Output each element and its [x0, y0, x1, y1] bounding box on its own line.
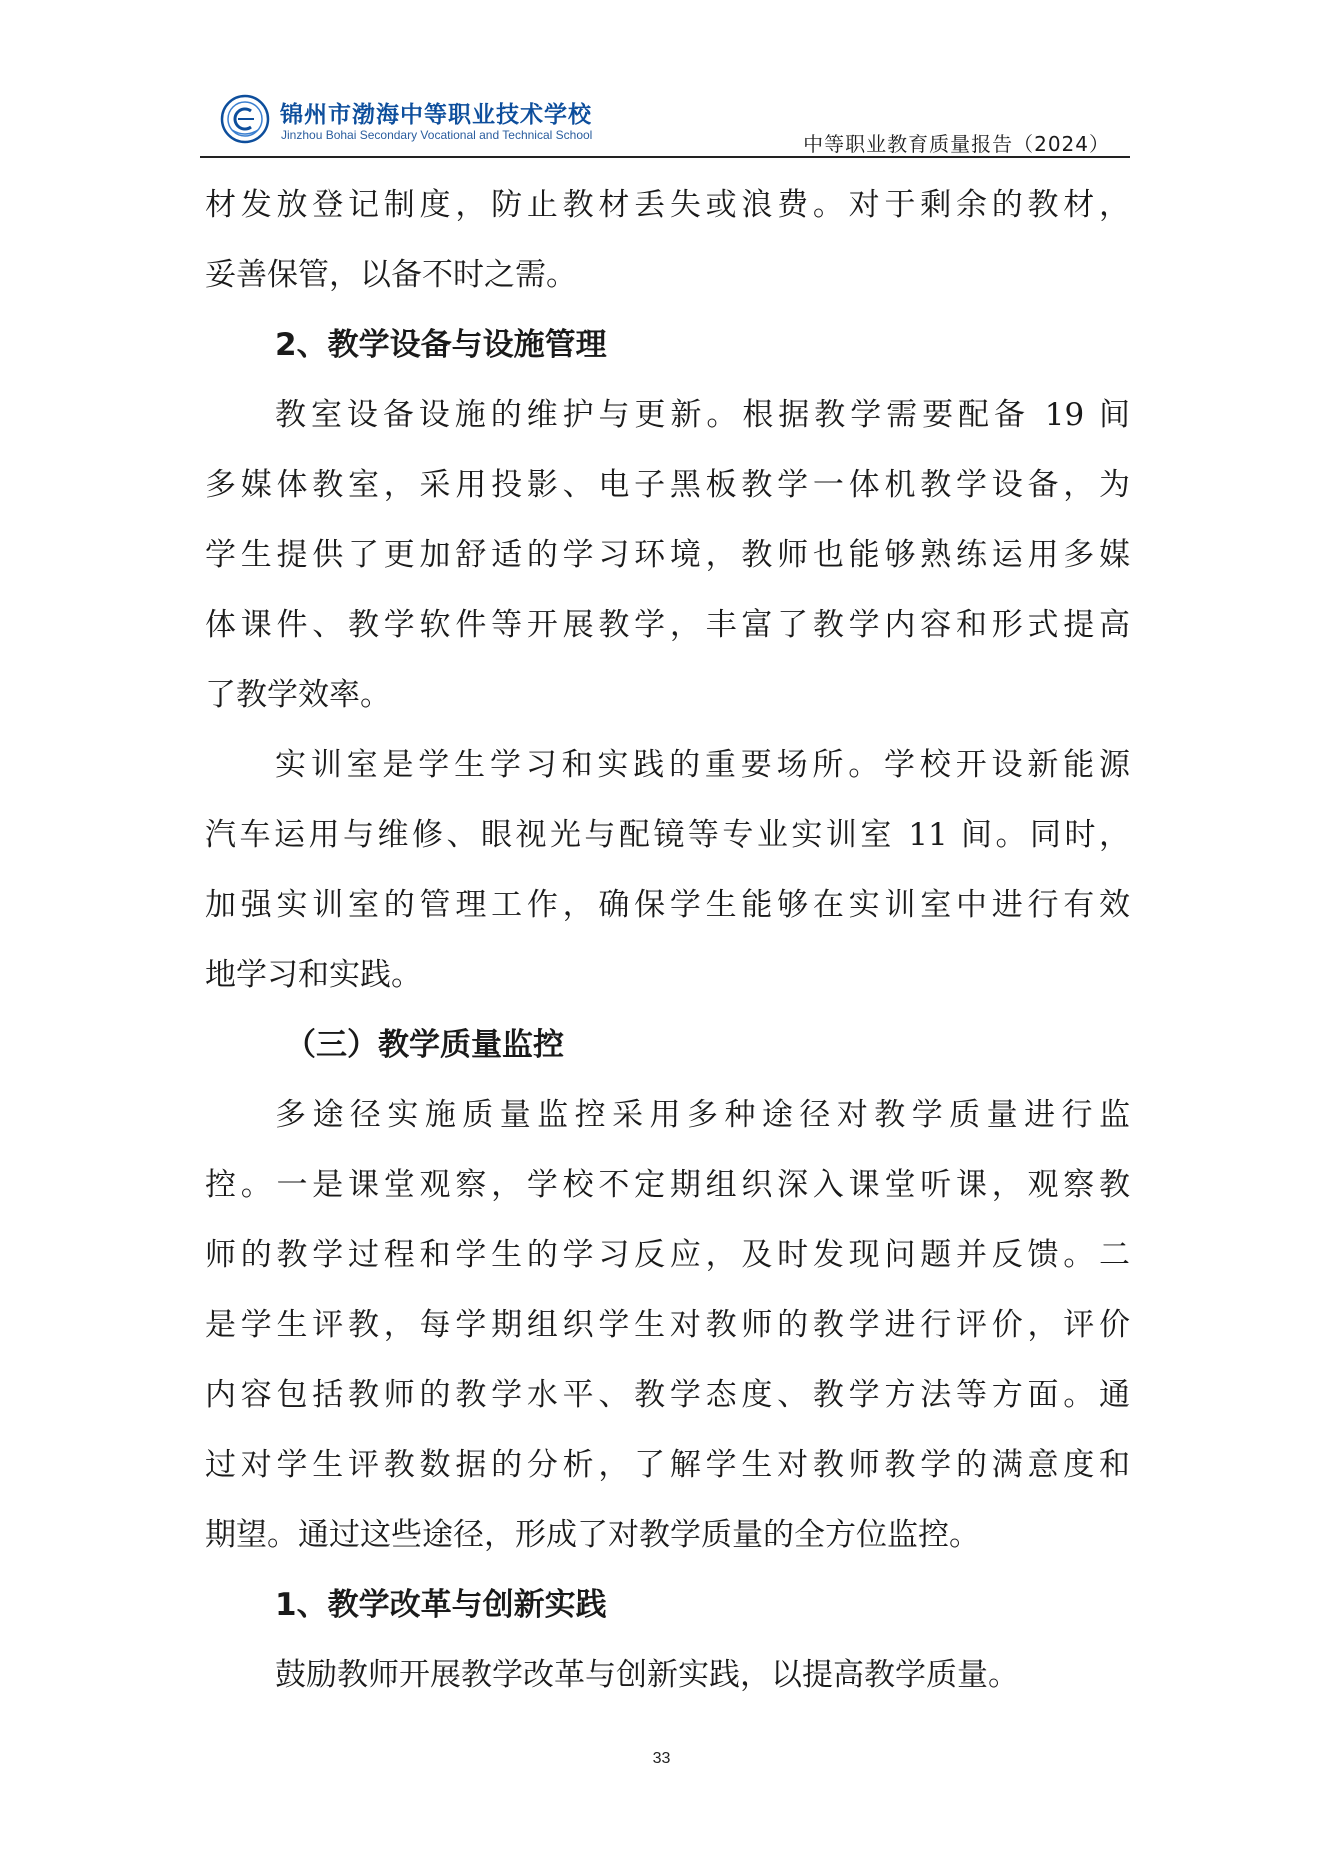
paragraph-first-line: 实训室是学生学习和实践的重要场所。学校开设新能源: [275, 747, 1130, 783]
body-line: 师的教学过程和学生的学习反应，及时发现问题并反馈。二: [205, 1237, 1130, 1273]
body-line: 地学习和实践。: [205, 957, 422, 993]
page-number: 33: [652, 1750, 671, 1767]
body-line: 汽车运用与维修、眼视光与配镜等专业实训室 11 间。同时，: [205, 817, 1130, 853]
school-name-en: Jinzhou Bohai Secondary Vocational and Technical School: [281, 128, 593, 142]
body-line: 内容包括教师的教学水平、教学态度、教学方法等方面。通: [205, 1377, 1130, 1413]
paragraph-first-line: 多途径实施质量监控采用多种途径对教学质量进行监: [275, 1097, 1130, 1133]
body-line: 材发放登记制度，防止教材丢失或浪费。对于剩余的教材，: [205, 187, 1130, 223]
body-line: 过对学生评教数据的分析，了解学生对教师教学的满意度和: [205, 1447, 1130, 1483]
school-emblem-icon: [220, 94, 270, 144]
body-line: 加强实训室的管理工作，确保学生能够在实训室中进行有效: [205, 887, 1130, 923]
body-line: 期望。通过这些途径，形成了对教学质量的全方位监控。: [205, 1517, 980, 1553]
body-line: 学生提供了更加舒适的学习环境，教师也能够熟练运用多媒: [205, 537, 1130, 573]
body-line: 妥善保管，以备不时之需。: [205, 257, 577, 293]
section-heading: 1、教学改革与创新实践: [275, 1587, 607, 1623]
header-divider: [200, 156, 1130, 158]
report-title: 中等职业教育质量报告（2024）: [803, 132, 1110, 156]
body-line: 控。一是课堂观察，学校不定期组织深入课堂听课，观察教: [205, 1167, 1130, 1203]
body-line: 了教学效率。: [205, 677, 391, 713]
page-header: [200, 90, 1130, 158]
body-line: 是学生评教，每学期组织学生对教师的教学进行评价，评价: [205, 1307, 1130, 1343]
paragraph-first-line: 教室设备设施的维护与更新。根据教学需要配备 19 间: [275, 397, 1130, 433]
document-body: [205, 170, 1130, 1710]
body-line: 体课件、教学软件等开展教学，丰富了教学内容和形式提高: [205, 607, 1130, 643]
body-line: 多媒体教室，采用投影、电子黑板教学一体机教学设备，为: [205, 467, 1130, 503]
section-heading: 2、教学设备与设施管理: [275, 327, 607, 363]
school-name-cn: 锦州市渤海中等职业技术学校: [280, 102, 592, 128]
section-heading: （三）教学质量监控: [285, 1027, 564, 1063]
paragraph-first-line: 鼓励教师开展教学改革与创新实践，以提高教学质量。: [275, 1657, 1019, 1693]
